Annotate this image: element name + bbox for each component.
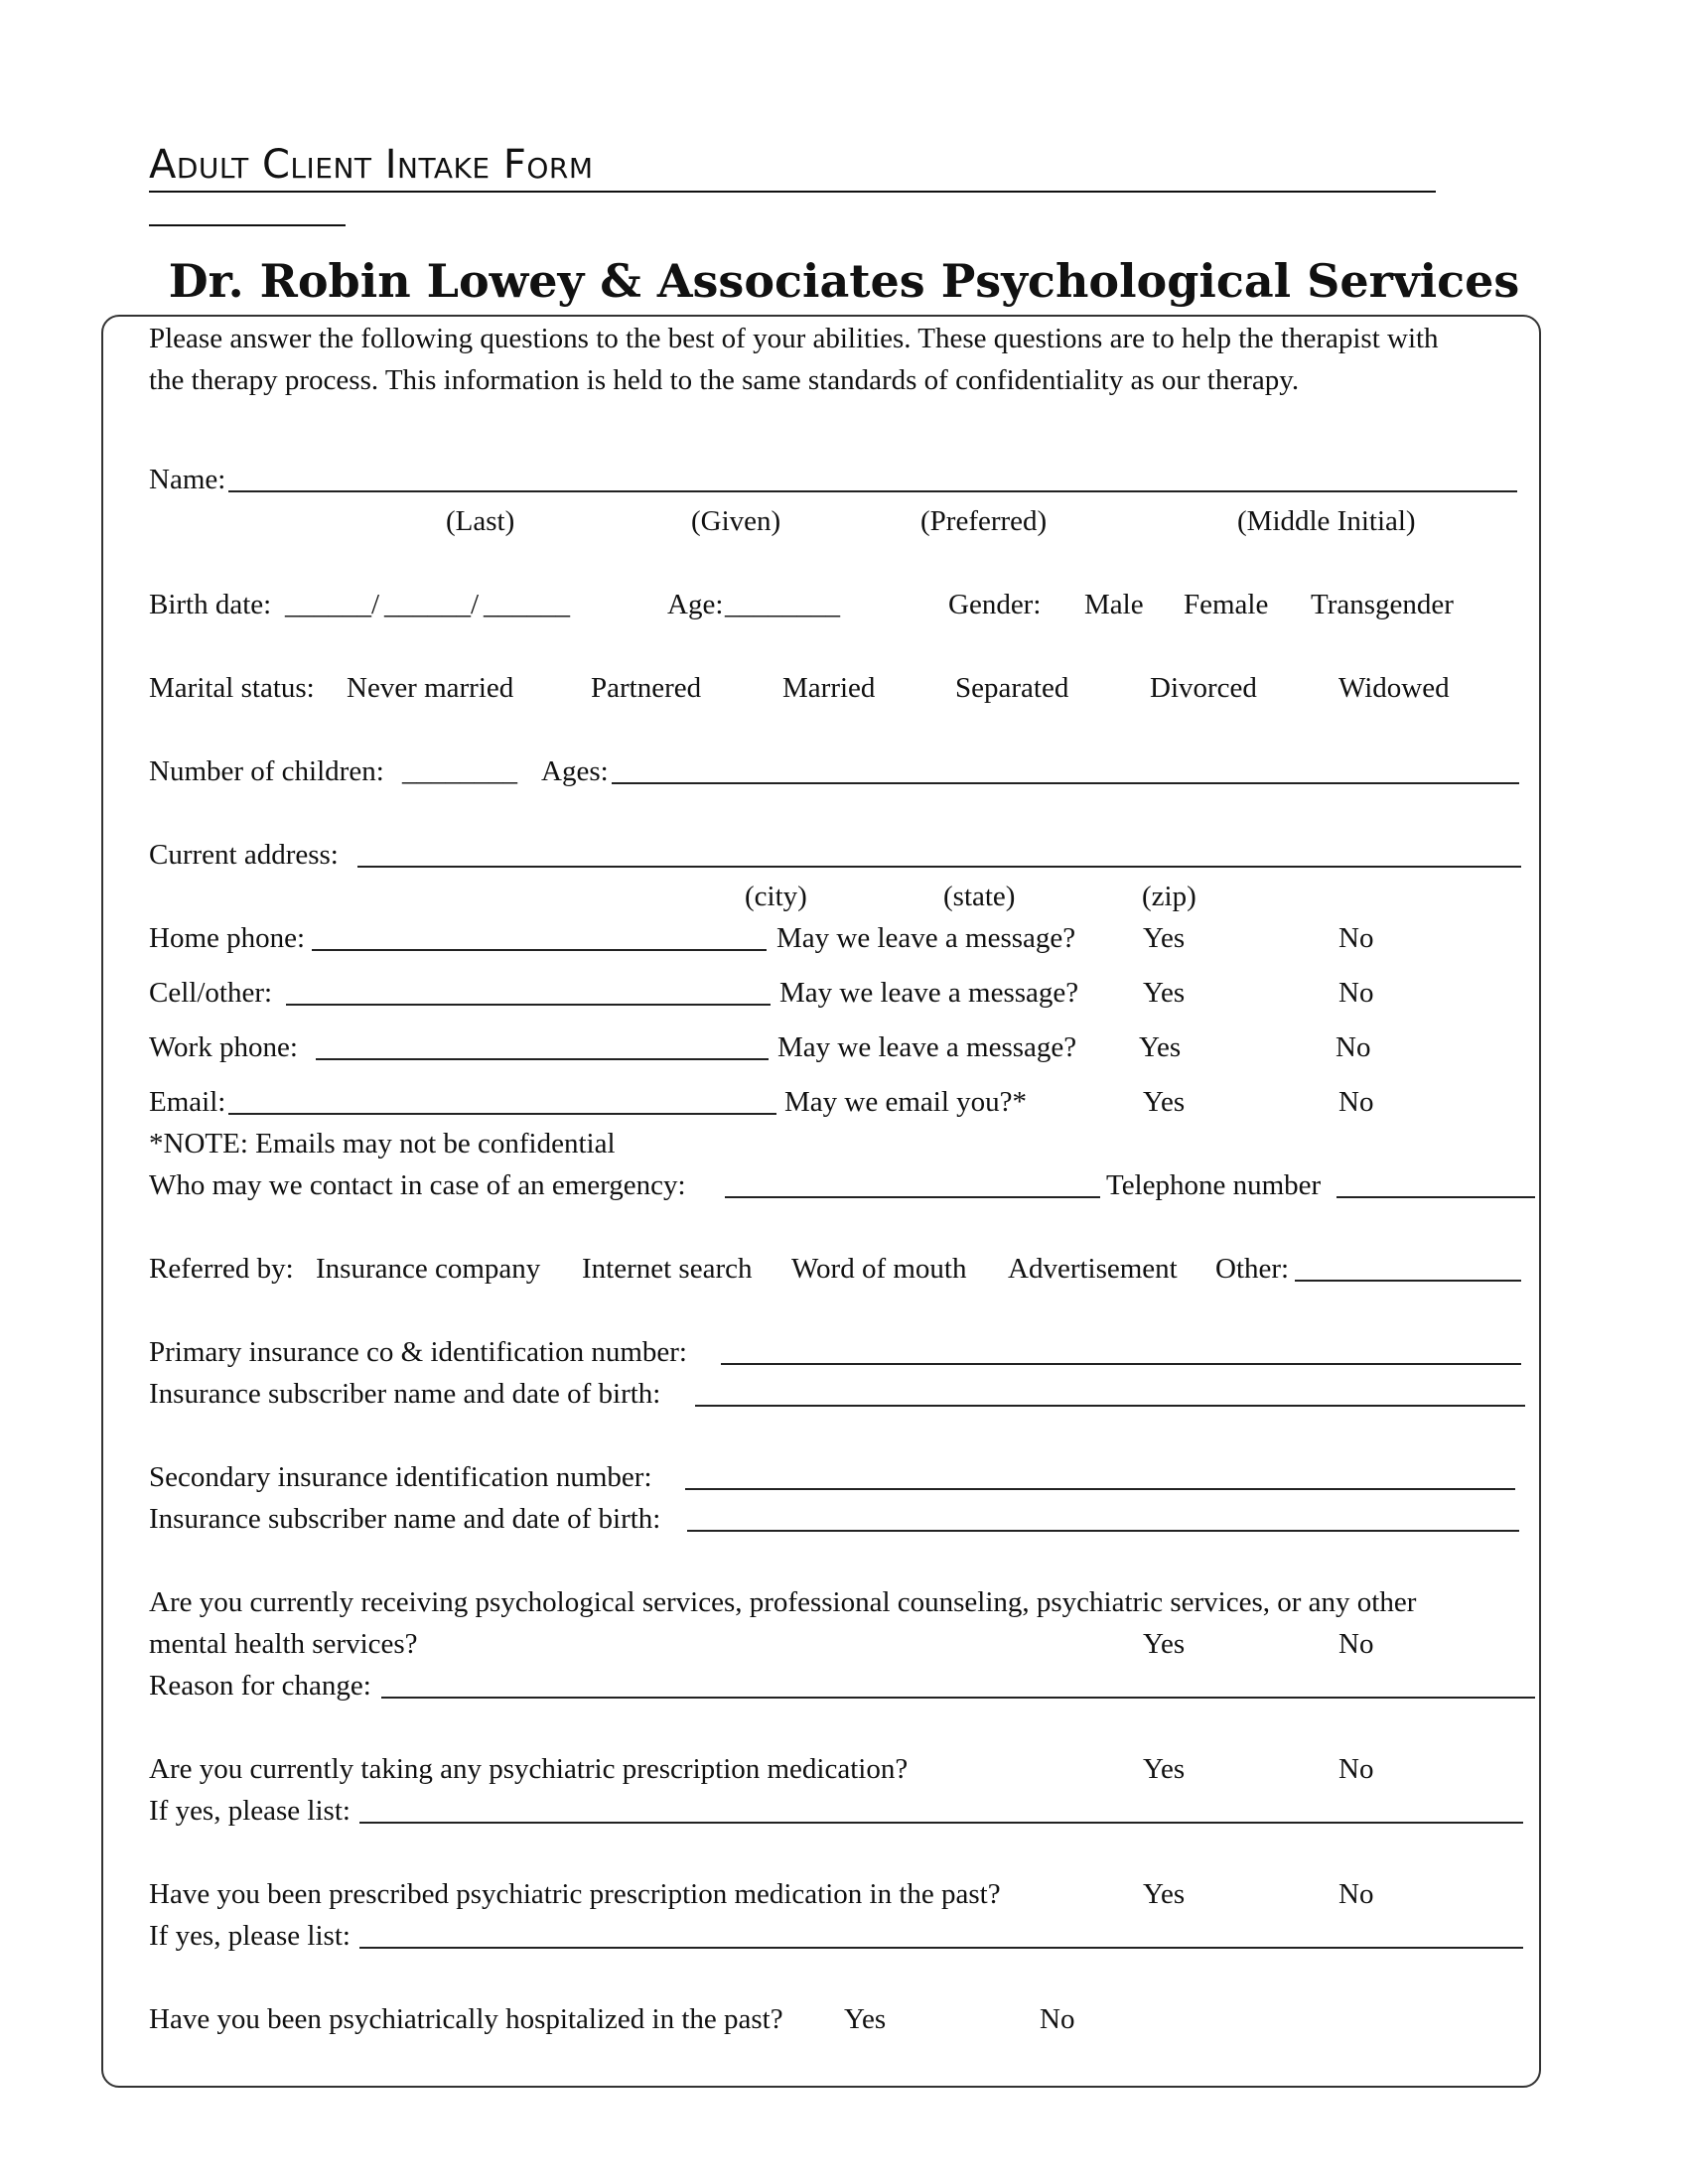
current-meds-question: Are you currently taking any psychiatric prescription medication?	[149, 1753, 909, 1785]
referral-label: Referred by:	[149, 1253, 294, 1285]
reason-for-change-field[interactable]	[381, 1697, 1535, 1699]
home-phone-field[interactable]	[312, 949, 767, 951]
work-phone-no-option[interactable]: No	[1336, 1031, 1371, 1063]
intro-line-1: Please answer the following questions to the best of your abilities. These questions are to help the therapist with	[149, 323, 1439, 354]
address-sub-zip: (zip)	[1142, 881, 1196, 912]
emergency-contact-label: Who may we contact in case of an emergency:	[149, 1169, 686, 1201]
past-meds-list-field[interactable]	[359, 1947, 1523, 1949]
email-yes-option[interactable]: Yes	[1143, 1086, 1186, 1118]
gender-option-transgender[interactable]: Transgender	[1311, 589, 1454, 620]
services-yes-option[interactable]: Yes	[1143, 1628, 1186, 1660]
marital-option-partnered[interactable]: Partnered	[591, 672, 702, 704]
children-ages-label: Ages:	[541, 755, 609, 787]
referral-option-word-of-mouth[interactable]: Word of mouth	[791, 1253, 967, 1285]
referral-other-label: Other:	[1215, 1253, 1290, 1285]
age-label: Age:	[667, 589, 724, 620]
children-ages-field[interactable]	[612, 782, 1519, 784]
home-phone-yes-option[interactable]: Yes	[1143, 922, 1186, 954]
reason-for-change-label: Reason for change:	[149, 1670, 371, 1702]
hospitalization-no-option[interactable]: No	[1040, 2003, 1075, 2035]
secondary-insurance-field[interactable]	[685, 1488, 1515, 1490]
title-underline	[149, 191, 1436, 193]
services-no-option[interactable]: No	[1338, 1628, 1374, 1660]
address-field[interactable]	[357, 866, 1521, 868]
current-meds-yes-option[interactable]: Yes	[1143, 1753, 1186, 1785]
birth-date-month-field[interactable]: ______/	[285, 589, 380, 620]
past-meds-no-option[interactable]: No	[1338, 1878, 1374, 1910]
gender-label: Gender:	[948, 589, 1042, 620]
home-phone-message-question: May we leave a message?	[776, 922, 1076, 954]
past-meds-list-label: If yes, please list:	[149, 1920, 351, 1952]
cell-phone-label: Cell/other:	[149, 977, 273, 1009]
current-meds-no-option[interactable]: No	[1338, 1753, 1374, 1785]
work-phone-field[interactable]	[316, 1058, 769, 1060]
emergency-phone-label: Telephone number	[1106, 1169, 1322, 1201]
referral-option-insurance[interactable]: Insurance company	[316, 1253, 541, 1285]
email-permission-question: May we email you?*	[784, 1086, 1028, 1118]
home-phone-no-option[interactable]: No	[1338, 922, 1374, 954]
gender-option-female[interactable]: Female	[1184, 589, 1269, 620]
work-phone-label: Work phone:	[149, 1031, 298, 1063]
primary-insurance-label: Primary insurance co & identification number:	[149, 1336, 687, 1368]
name-field[interactable]	[228, 490, 1517, 492]
primary-subscriber-label: Insurance subscriber name and date of birth:	[149, 1378, 661, 1410]
hospitalization-yes-option[interactable]: Yes	[844, 2003, 887, 2035]
children-label: Number of children:	[149, 755, 384, 787]
home-phone-label: Home phone:	[149, 922, 306, 954]
primary-insurance-field[interactable]	[721, 1363, 1521, 1365]
marital-option-widowed[interactable]: Widowed	[1338, 672, 1450, 704]
referral-other-field[interactable]	[1295, 1280, 1521, 1282]
marital-option-divorced[interactable]: Divorced	[1150, 672, 1257, 704]
address-sub-state: (state)	[943, 881, 1016, 912]
email-no-option[interactable]: No	[1338, 1086, 1374, 1118]
current-meds-list-label: If yes, please list:	[149, 1795, 351, 1827]
marital-option-never-married[interactable]: Never married	[347, 672, 514, 704]
name-sub-given: (Given)	[691, 505, 781, 537]
birth-date-day-field[interactable]: ______/	[384, 589, 480, 620]
marital-option-separated[interactable]: Separated	[955, 672, 1069, 704]
title-underline-continued	[149, 224, 346, 226]
services-question-line-2: mental health services?	[149, 1628, 418, 1660]
name-sub-last: (Last)	[446, 505, 515, 537]
name-sub-middle: (Middle Initial)	[1237, 505, 1416, 537]
marital-option-married[interactable]: Married	[782, 672, 876, 704]
children-count-field[interactable]: ________	[402, 755, 517, 787]
cell-phone-no-option[interactable]: No	[1338, 977, 1374, 1009]
gender-option-male[interactable]: Male	[1084, 589, 1144, 620]
name-label: Name:	[149, 464, 226, 495]
address-sub-city: (city)	[745, 881, 807, 912]
cell-phone-message-question: May we leave a message?	[779, 977, 1079, 1009]
email-label: Email:	[149, 1086, 226, 1118]
name-sub-preferred: (Preferred)	[920, 505, 1048, 537]
email-note: *NOTE: Emails may not be confidential	[149, 1128, 616, 1160]
emergency-contact-field[interactable]	[725, 1196, 1100, 1198]
birth-date-label: Birth date:	[149, 589, 272, 620]
referral-option-advertisement[interactable]: Advertisement	[1008, 1253, 1178, 1285]
primary-subscriber-field[interactable]	[695, 1405, 1525, 1407]
current-meds-list-field[interactable]	[359, 1822, 1523, 1824]
secondary-subscriber-label: Insurance subscriber name and date of birth:	[149, 1503, 661, 1535]
emergency-phone-field[interactable]	[1336, 1196, 1535, 1198]
secondary-insurance-label: Secondary insurance identification number:	[149, 1461, 652, 1493]
past-meds-yes-option[interactable]: Yes	[1143, 1878, 1186, 1910]
address-label: Current address:	[149, 839, 339, 871]
intro-line-2: the therapy process. This information is held to the same standards of confidentiality as our therapy.	[149, 364, 1300, 396]
practice-name: Dr. Robin Lowey & Associates Psychological Services	[168, 254, 1520, 308]
form-title: Adult Client Intake Form	[149, 142, 594, 188]
services-question-line-1: Are you currently receiving psychological services, professional counseling, psychiatric services, or any other	[149, 1586, 1417, 1618]
birth-date-year-field[interactable]: ______	[484, 589, 570, 620]
hospitalization-question: Have you been psychiatrically hospitalized in the past?	[149, 2003, 783, 2035]
work-phone-yes-option[interactable]: Yes	[1139, 1031, 1182, 1063]
email-field[interactable]	[228, 1113, 776, 1115]
referral-option-internet[interactable]: Internet search	[582, 1253, 753, 1285]
past-meds-question: Have you been prescribed psychiatric prescription medication in the past?	[149, 1878, 1001, 1910]
marital-status-label: Marital status:	[149, 672, 315, 704]
cell-phone-field[interactable]	[286, 1004, 771, 1006]
cell-phone-yes-option[interactable]: Yes	[1143, 977, 1186, 1009]
work-phone-message-question: May we leave a message?	[777, 1031, 1077, 1063]
age-field[interactable]: ________	[725, 589, 840, 620]
secondary-subscriber-field[interactable]	[687, 1530, 1519, 1532]
